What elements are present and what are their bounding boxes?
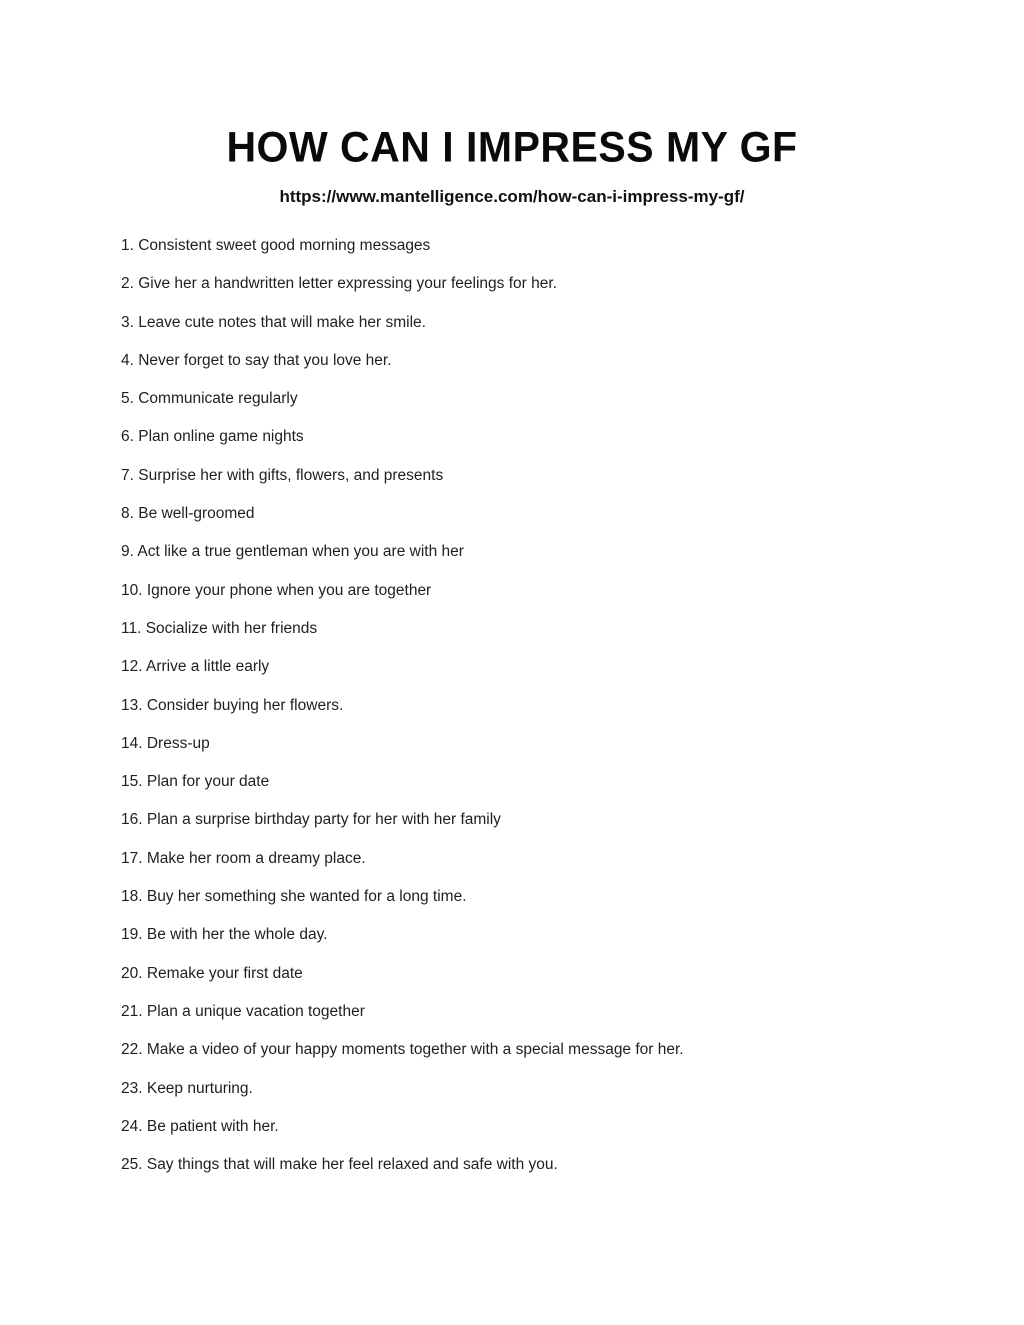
list-item-text: 25. Say things that will make her feel relaxed and safe with you. xyxy=(121,1156,558,1174)
page-url: https://www.mantelligence.com/how-can-i-impress-my-gf/ xyxy=(279,187,745,206)
list-item xyxy=(121,380,941,418)
page-title: HOW CAN I IMPRESS MY GF xyxy=(226,123,798,171)
list-item-text: 9. Act like a true gentleman when you are with her xyxy=(121,543,464,561)
list-item xyxy=(121,572,941,610)
list-item xyxy=(121,495,941,533)
list-item-text: 22. Make a video of your happy moments together with a special message for her. xyxy=(121,1041,684,1059)
list-item-text: 5. Communicate regularly xyxy=(121,390,298,408)
list-item-text: 20. Remake your first date xyxy=(121,964,303,982)
list-item xyxy=(121,840,941,878)
list-item xyxy=(121,648,941,686)
list-item-text: 16. Plan a surprise birthday party for her with her family xyxy=(121,811,501,829)
list-item-text: 10. Ignore your phone when you are together xyxy=(121,581,432,599)
list-item-text: 18. Buy her something she wanted for a long time. xyxy=(121,888,467,906)
list-item xyxy=(121,304,941,342)
list-item-text: 13. Consider buying her flowers. xyxy=(121,696,344,714)
list-item-text: 17. Make her room a dreamy place. xyxy=(121,849,366,867)
list xyxy=(121,227,941,1184)
list-item xyxy=(121,265,941,303)
list-item xyxy=(121,801,941,839)
list-item xyxy=(121,1070,941,1108)
list-item-text: 11. Socialize with her friends xyxy=(121,619,318,637)
list-item-text: 15. Plan for your date xyxy=(121,773,270,791)
list-item-text: 2. Give her a handwritten letter expressing your feelings for her. xyxy=(121,275,557,293)
list-item-text: 7. Surprise her with gifts, flowers, and presents xyxy=(121,466,444,484)
list-item-text: 3. Leave cute notes that will make her smile. xyxy=(121,313,426,331)
list-item-text: 14. Dress-up xyxy=(121,734,210,752)
list-item-text: 1. Consistent sweet good morning messages xyxy=(121,237,431,254)
list-item-text: 24. Be patient with her. xyxy=(121,1117,279,1135)
list-item xyxy=(121,342,941,380)
list-item xyxy=(121,457,941,495)
list-item xyxy=(121,418,941,456)
list-item-text: 6. Plan online game nights xyxy=(121,428,304,446)
list-item xyxy=(121,955,941,993)
list-item-text: 8. Be well-groomed xyxy=(121,505,255,523)
list-item xyxy=(121,763,941,801)
list-item-text: 4. Never forget to say that you love her. xyxy=(121,351,392,369)
list-item xyxy=(121,993,941,1031)
list-item xyxy=(121,878,941,916)
list-item-text: 12. Arrive a little early xyxy=(121,658,270,676)
list-item xyxy=(121,610,941,648)
list-item-text: 19. Be with her the whole day. xyxy=(121,926,328,944)
list-item xyxy=(121,227,941,265)
list-item xyxy=(121,916,941,954)
list-item xyxy=(121,533,941,571)
list-item xyxy=(121,1031,941,1069)
list-item xyxy=(121,725,941,763)
list-item xyxy=(121,687,941,725)
list-item-text: 23. Keep nurturing. xyxy=(121,1079,253,1097)
list-item xyxy=(121,1146,941,1184)
list-item-text: 21. Plan a unique vacation together xyxy=(121,1002,365,1020)
list-item xyxy=(121,1108,941,1146)
